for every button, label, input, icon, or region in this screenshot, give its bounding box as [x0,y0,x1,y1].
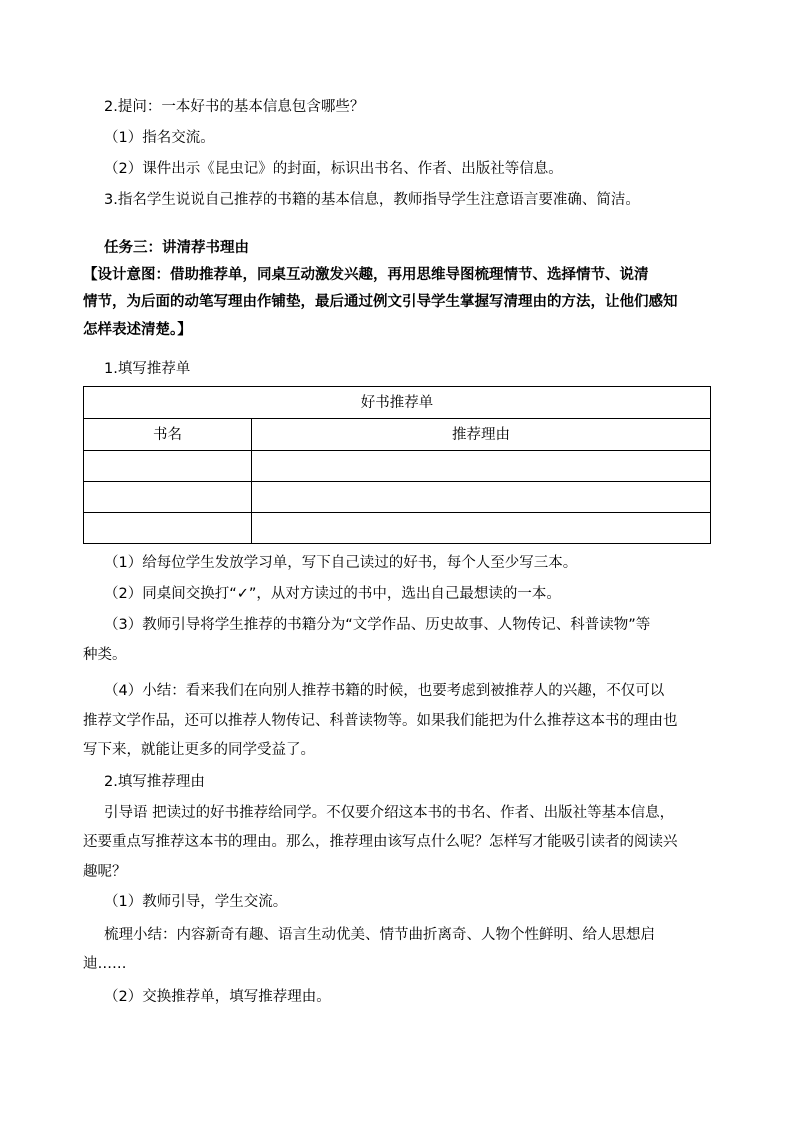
design-intent: 【设计意图：借助推荐单，同桌互动激发兴趣，再用思维导图梳理情节、选择情节、说清 [83,267,649,283]
text-line: （1）教师引导，学生交流。 [104,894,288,910]
question-line: 2.提问：一本好书的基本信息包含哪些？ [104,99,365,115]
text-line: （2）交换推荐单，填写推荐理由。 [104,989,331,1005]
table-cell [84,482,252,513]
table-cell [252,451,711,482]
text-line: 3.指名学生说说自己推荐的书籍的基本信息，教师指导学生注意语言要准确、简洁。 [104,192,640,208]
table-header-book: 书名 [84,419,252,451]
table-row [84,513,711,544]
table-row [84,482,711,513]
design-intent: 情节，为后面的动笔写理由作铺垫，最后通过例文引导学生掌握写清理由的方法，让他们感知 [83,294,678,310]
text-line: （3）教师引导将学生推荐的书籍分为“文学作品、历史故事、人物传记、科普读物”等 [104,617,651,633]
subsection-title: 2.填写推荐理由 [104,774,205,790]
text-line: （1）指名交流。 [104,130,215,146]
table-cell [252,513,711,544]
design-intent: 怎样表述清楚。】 [83,322,192,338]
text-line: 梳理小结：内容新奇有趣、语言生动优美、情节曲折离奇、人物个性鲜明、给人思想启 [104,927,655,943]
table-cell [84,513,252,544]
text-line: 迪…… [83,956,127,972]
text-line: 引导语 把读过的好书推荐给同学。不仅要介绍这本书的书名、作者、出版社等基本信息， [104,805,675,821]
text-line: （4）小结：看来我们在向别人推荐书籍的时候，也要考虑到被推荐人的兴趣，不仅可以 [104,683,665,699]
table-row [84,451,711,482]
text-line: 趣呢？ [83,864,127,880]
text-line: （1）给每位学生发放学习单，写下自己读过的好书，每个人至少写三本。 [104,555,578,571]
table-title: 好书推荐单 [84,387,711,419]
table-header-reason: 推荐理由 [252,419,711,451]
text-line: 还要重点写推荐这本书的理由。那么，推荐理由该写点什么呢？怎样写才能吸引读者的阅读兴 [83,834,678,850]
section-heading: 任务三：讲清荐书理由 [104,240,249,256]
recommendation-table [83,386,711,544]
table-cell [84,451,252,482]
text-line: 推荐文学作品，还可以推荐人物传记、科普读物等。如果我们能把为什么推荐这本书的理由也 [83,713,678,729]
text-line: （2）课件出示《昆虫记》的封面，标识出书名、作者、出版社等信息。 [104,161,563,177]
text-line: 种类。 [83,647,127,663]
subsection-title: 1.填写推荐单 [104,361,191,377]
text-line: 写下来，就能让更多的同学受益了。 [83,742,315,758]
text-line: （2）同桌间交换打“✓”，从对方读过的书中，选出自己最想读的一本。 [104,586,561,602]
table-cell [252,482,711,513]
